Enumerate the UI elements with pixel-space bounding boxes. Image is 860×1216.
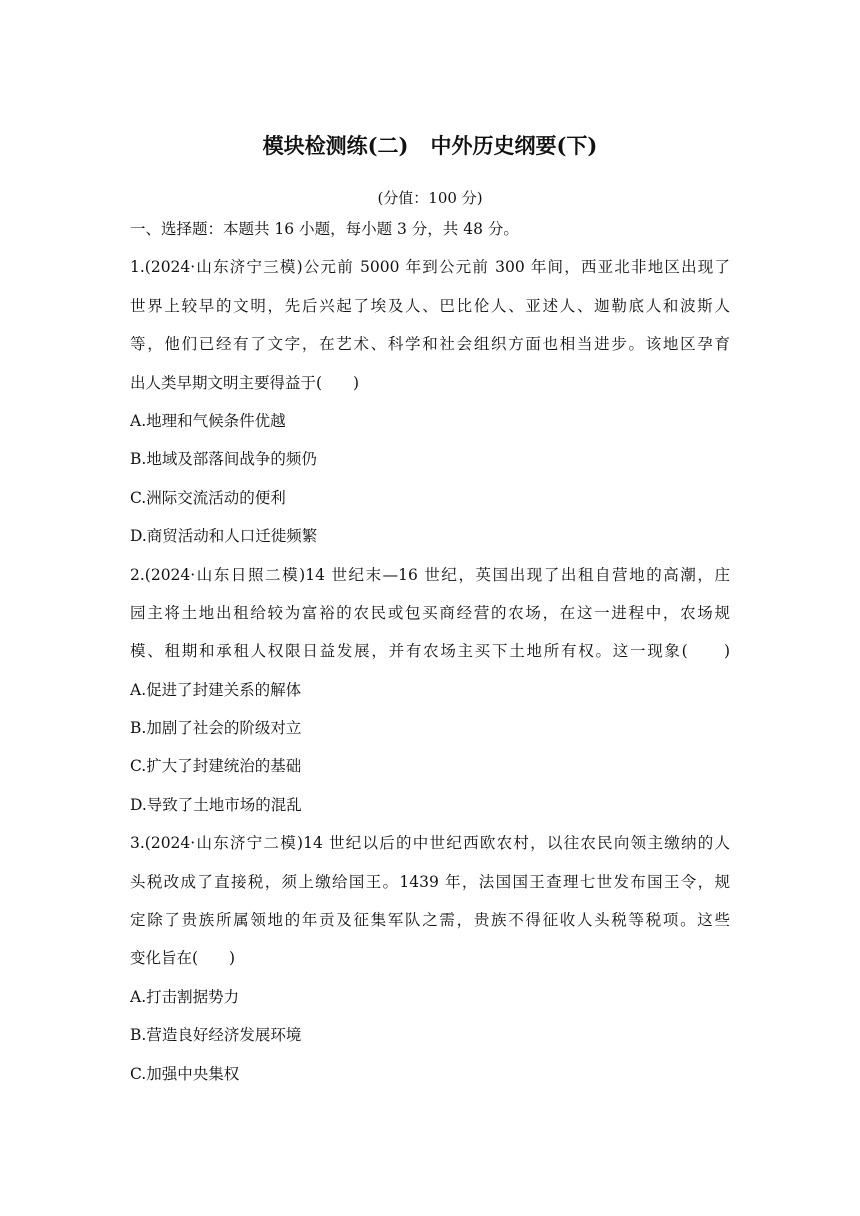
question-stem-line: 定除了贵族所属领地的年贡及征集军队之需，贵族不得征收人头税等税项。这些 [130, 911, 730, 930]
question-1 [130, 248, 730, 555]
option-a: A.打击割据势力 [130, 987, 240, 1006]
question-stem-line: 模、租期和承租人权限日益发展，并有农场主买下土地所有权。这一现象( ) [130, 642, 730, 661]
document-page [130, 128, 730, 1093]
title-part-1: 模块检测练(二) [262, 133, 409, 158]
option-b: B.营造良好经济发展环境 [130, 1026, 302, 1045]
option-d: D.导致了土地市场的混乱 [130, 795, 302, 814]
question-stem-line: 变化旨在( ) [130, 949, 236, 968]
question-3 [130, 824, 730, 1093]
option-b: B.加剧了社会的阶级对立 [130, 719, 302, 738]
option-c: C.洲际交流活动的便利 [130, 488, 286, 507]
question-stem-line: 世界上较早的文明，先后兴起了埃及人、巴比伦人、亚述人、迦勒底人和波斯人 [130, 296, 730, 315]
option-c: C.扩大了封建统治的基础 [130, 757, 302, 776]
option-d: D.商贸活动和人口迁徙频繁 [130, 527, 318, 546]
question-stem-line: 园主将土地出租给较为富裕的农民或包买商经营的农场，在这一进程中，农场规 [130, 603, 730, 622]
section-heading: 一、选择题：本题共 16 小题，每小题 3 分，共 48 分。 [130, 220, 519, 238]
question-stem-line: 1.(2024·山东济宁三模)公元前 5000 年到公元前 300 年间，西亚北非地区出现了 [130, 258, 730, 277]
question-stem-line: 等，他们已经有了文字，在艺术、科学和社会组织方面也相当进步。该地区孕育 [130, 335, 730, 354]
option-b: B.地域及部落间战争的频仍 [130, 450, 317, 469]
option-c: C.加强中央集权 [130, 1064, 240, 1083]
question-stem-line: 3.(2024·山东济宁二模)14 世纪以后的中世纪西欧农村，以往农民向领主缴纳的人 [130, 834, 730, 853]
score-note: (分值：100 分) [377, 189, 483, 207]
option-a: A.地理和气候条件优越 [130, 411, 286, 430]
question-stem-line: 2.(2024·山东日照二模)14 世纪末—16 世纪，英国出现了出租自营地的高潮，庄 [130, 565, 730, 584]
document-title [130, 128, 730, 164]
option-a: A.促进了封建关系的解体 [130, 680, 302, 699]
question-2 [130, 556, 730, 825]
title-part-2: 中外历史纲要(下) [430, 133, 598, 158]
question-stem-line: 出人类早期文明主要得益于( ) [130, 373, 360, 392]
question-stem-line: 头税改成了直接税，须上缴给国王。1439 年，法国国王查理七世发布国王令，规 [130, 872, 730, 891]
